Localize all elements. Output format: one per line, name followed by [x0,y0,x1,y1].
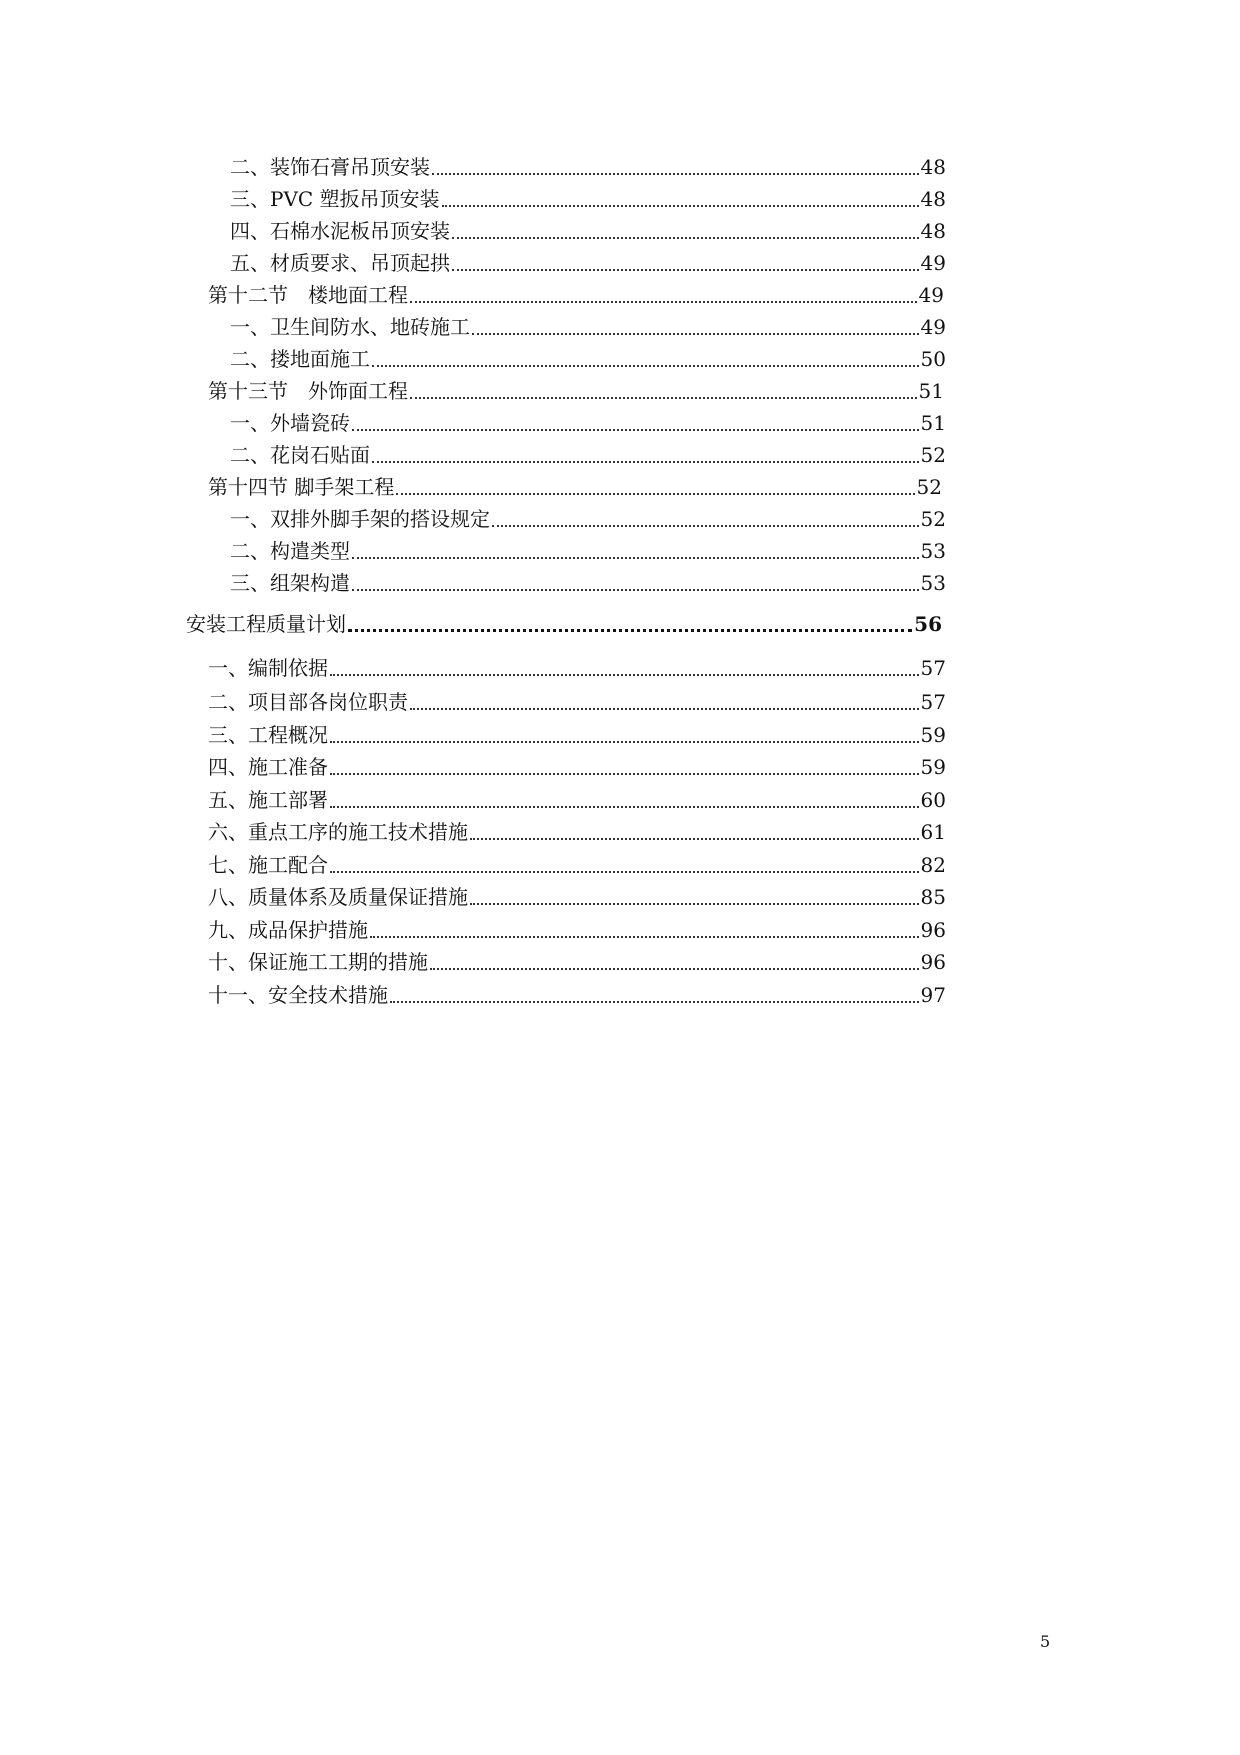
toc-entry-page: 56 [914,612,942,636]
toc-entry-title: 十、保证施工工期的措施 [208,950,428,974]
toc-entry-title: 六、重点工序的施工技术措施 [208,820,468,844]
toc-entry-page: 48 [920,219,946,243]
dot-leader [410,300,917,303]
dot-leader [352,588,919,591]
toc-entry [208,752,946,782]
toc-entry-title: 五、施工部署 [208,788,328,812]
toc-entry-page: 96 [920,918,946,942]
toc-entry-page: 57 [920,690,946,714]
toc-entry-page: 53 [920,571,946,595]
toc-entry-page: 97 [920,983,946,1007]
toc-entry [208,785,946,815]
dot-leader [410,707,919,710]
toc-entry [230,536,946,566]
toc-entry-title: 二、花岗石贴面 [230,443,370,467]
dot-leader [372,364,919,367]
dot-leader [330,673,919,676]
toc-entry [208,720,946,750]
toc-entry [230,344,946,374]
toc-entry-title: 七、施工配合 [208,853,328,877]
toc-entry-title: 第十二节 楼地面工程 [208,283,408,307]
toc-entry-page: 52 [920,507,946,531]
toc-entry-page: 96 [920,950,946,974]
toc-entry [230,568,946,598]
dot-leader [330,870,919,873]
toc-entry [230,312,946,342]
dot-leader [330,740,919,743]
toc-entry [208,947,946,977]
dot-leader [470,902,919,905]
toc-entry-title: 四、施工准备 [208,755,328,779]
toc-entry-title: 十一、安全技术措施 [208,983,388,1007]
dot-leader [452,236,919,239]
toc-entry [208,915,946,945]
toc-entry-page: 57 [920,656,946,680]
dot-leader [492,524,919,527]
toc-entry-page: 60 [920,788,946,812]
dot-leader [442,204,919,207]
toc-entry-title: 一、双排外脚手架的搭设规定 [230,507,490,531]
toc-entry [208,376,944,406]
dot-leader [410,396,917,399]
toc-entry-page: 50 [920,347,946,371]
toc-entry-title: 一、编制依据 [208,656,328,680]
toc-entry-page: 51 [920,411,946,435]
toc-entry [230,248,946,278]
toc-entry [230,184,946,214]
toc-entry-title: 三、PVC 塑扳吊顶安装 [230,187,440,211]
toc-entry-title: 第十三节 外饰面工程 [208,379,408,403]
toc-entry-title: 二、项目部各岗位职责 [208,690,408,714]
toc-entry-title: 一、卫生间防水、地砖施工 [230,315,470,339]
dot-leader [452,268,919,271]
toc-entry-page: 85 [920,885,946,909]
toc-entry [230,504,946,534]
toc-entry-title: 五、材质要求、吊顶起拱 [230,251,450,275]
dot-leader [352,428,919,431]
toc-entry [230,152,946,182]
toc-entry [230,440,946,470]
dot-leader [390,1000,919,1003]
dot-leader [370,935,919,938]
toc-entry-title: 八、质量体系及质量保证措施 [208,885,468,909]
dot-leader [348,628,912,632]
toc-entry-title: 二、构遣类型 [230,539,350,563]
toc-entry [208,817,946,847]
toc-entry-page: 61 [920,820,946,844]
dot-leader [432,172,919,175]
dot-leader [372,460,919,463]
toc-entry-title: 二、装饰石膏吊顶安装 [230,155,430,179]
toc-entry [208,980,946,1010]
toc-entry-page: 82 [920,853,946,877]
toc-entry [230,408,946,438]
toc-entry [208,882,946,912]
toc-entry-title: 安装工程质量计划 [186,612,346,636]
dot-leader [352,556,919,559]
toc-entry-title: 二、搂地面施工 [230,347,370,371]
toc-entry-page: 52 [916,475,942,499]
toc-entry-page: 48 [920,187,946,211]
toc-entry-title: 三、组架构遣 [230,571,350,595]
dot-leader [396,492,914,495]
toc-entry-page: 49 [920,315,946,339]
toc-entry [208,653,946,683]
page-number: 5 [1040,1632,1051,1651]
toc-entry-title: 九、成品保护措施 [208,918,368,942]
dot-leader [472,332,919,335]
toc-entry-page: 52 [920,443,946,467]
dot-leader [430,967,919,970]
toc-entry [208,687,946,717]
toc-entry-title: 一、外墙瓷砖 [230,411,350,435]
toc-entry-page: 51 [918,379,944,403]
dot-leader [470,837,919,840]
toc-entry-title: 第十四节 脚手架工程 [208,475,395,499]
toc-entry-title: 四、石棉水泥板吊顶安装 [230,219,450,243]
toc-entry-page: 53 [920,539,946,563]
toc-entry [208,280,944,310]
toc-chapter-entry [186,609,942,639]
dot-leader [330,772,919,775]
toc-entry-page: 59 [920,723,946,747]
toc-entry-page: 49 [920,251,946,275]
toc-entry [208,472,942,502]
toc-entry [208,850,946,880]
toc-entry-page: 59 [920,755,946,779]
toc-entry-title: 三、工程概况 [208,723,328,747]
toc-entry-page: 48 [920,155,946,179]
toc-entry-page: 49 [918,283,944,307]
toc-entry [230,216,946,246]
dot-leader [330,805,919,808]
